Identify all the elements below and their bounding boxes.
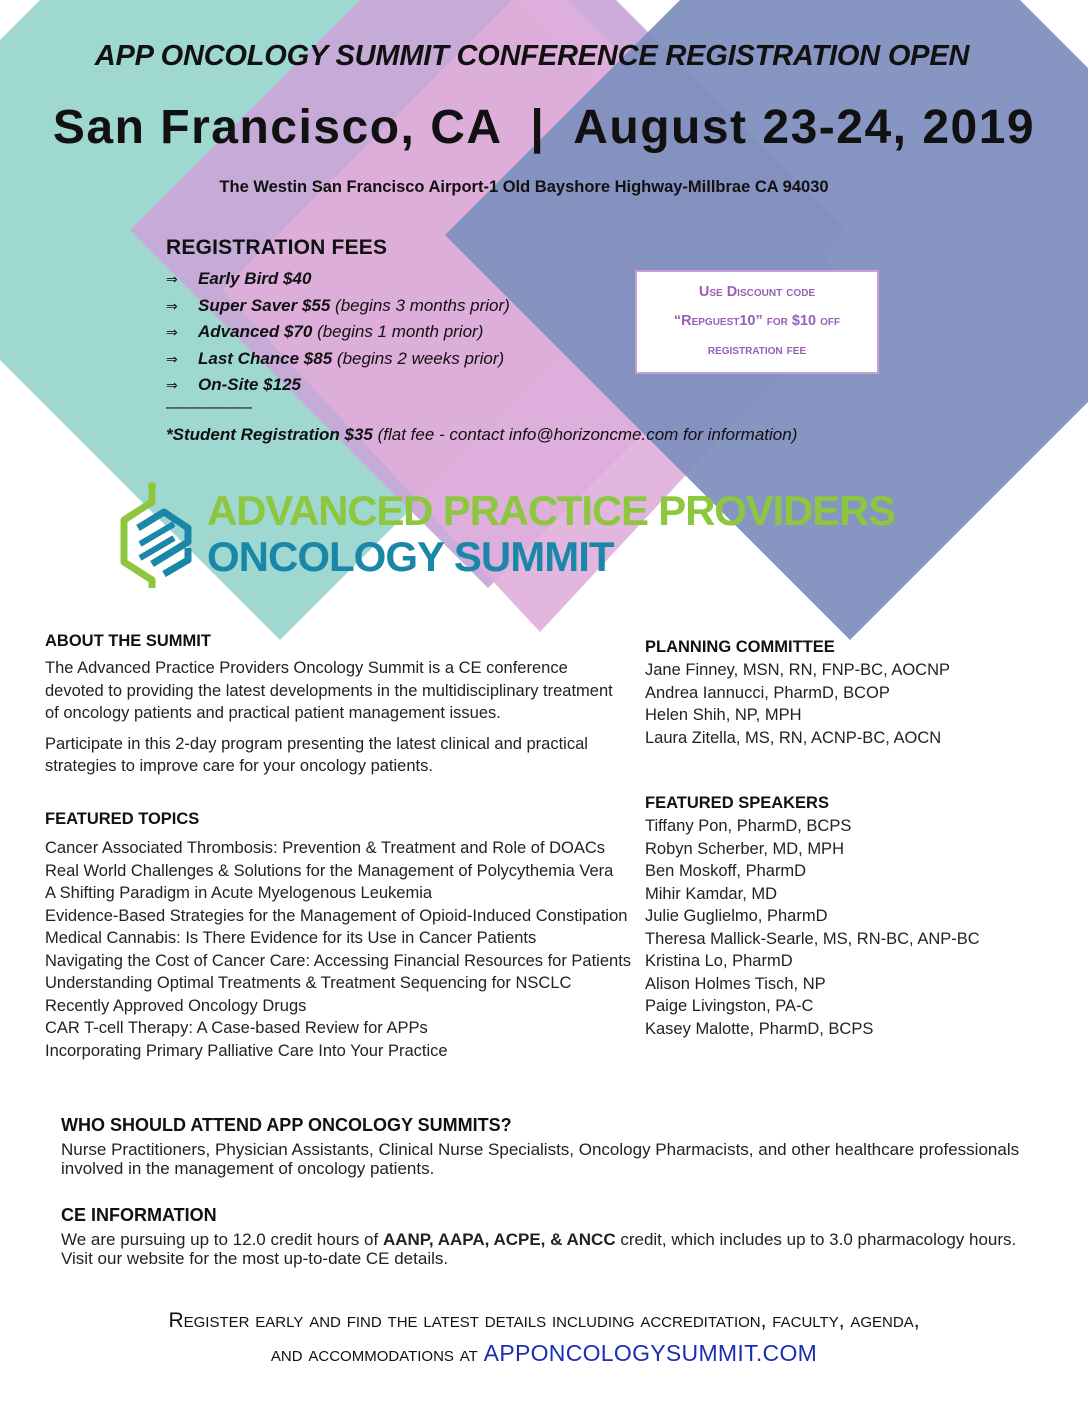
dna-helix-icon [112,482,198,592]
ce-information [61,1205,1041,1268]
topic-item: A Shifting Paradigm in Acute Myelogenous Leukemia [45,884,433,902]
planning-committee [645,638,1065,749]
topic-item: Cancer Associated Thrombosis: Prevention & Treatment and Role of DOACs [45,839,606,857]
attend-text: Nurse Practitioners, Physician Assistants, Clinical Nurse Specialists, Oncology Pharmacists, and other healthcare professionals involved in the management of oncology patients. [61,1140,1020,1178]
topic-item: Medical Cannabis: Is There Evidence for its Use in Cancer Patients [45,929,537,947]
fee-name: On-Site $125 [198,375,301,394]
arrow-icon: ⇒ [166,325,178,341]
committee-list [645,659,1065,749]
ce-credit-bodies: AANP, AAPA, ACPE, & ANCC [382,1230,616,1249]
discount-line-2: “Repguest10” for $10 off [673,313,841,329]
committee-member: Helen Shih, NP, MPH [645,706,802,724]
headline: APP ONCOLOGY SUMMIT CONFERENCE REGISTRATION OPEN [94,40,970,72]
dates: August 23-24, 2019 [573,101,1036,154]
topic-item: Evidence-Based Strategies for the Management of Opioid-Induced Constipation [45,906,628,925]
student-note: (flat fee - contact info@horizoncme.com for information) [372,424,798,444]
fee-item [166,372,866,399]
speaker-item: Julie Guglielmo, PharmD [645,907,828,925]
fees-title: REGISTRATION FEES [166,236,388,259]
website-link[interactable]: APPONCOLOGYSUMMIT.COM [483,1340,818,1366]
logo-line-2: ONCOLOGY SUMMIT [207,533,614,580]
title-separator: | [530,101,546,154]
city: San Francisco, CA [52,101,501,154]
register-callout [40,1305,1048,1371]
arrow-icon: ⇒ [166,351,178,368]
speaker-item: Alison Holmes Tisch, NP [645,974,826,993]
register-line-1: Register early and find the latest details including accreditation, faculty, agenda, [168,1309,920,1332]
ce-title: CE INFORMATION [61,1205,217,1225]
about-paragraph-2: Participate in this 2-day program presenting the latest clinical and practical strategies to improve care for your oncology patients. [45,734,588,775]
about-section [45,632,630,786]
topic-item: Recently Approved Oncology Drugs [45,996,307,1015]
location-date [0,100,1088,155]
topics-title: FEATURED TOPICS [45,810,200,828]
speaker-list [645,815,1065,1040]
speakers-title: FEATURED SPEAKERS [645,794,829,812]
topic-item: CAR T-cell Therapy: A Case-based Review for APPs [45,1019,428,1037]
about-paragraph-1: The Advanced Practice Providers Oncology Summit is a CE conference devoted to providing the latest developments in the multidisciplinary treatment of oncology patients and practical patient management issues. [45,659,613,722]
student-label: *Student Registration $35 [166,424,373,444]
fee-name: Last Chance $85 [198,348,333,368]
fee-note: (begins 1 month prior) [312,322,484,341]
committee-title: PLANNING COMMITTEE [645,638,835,656]
about-title: ABOUT THE SUMMIT [45,632,211,650]
fee-name: Super Saver $55 [198,295,331,315]
discount-line-1: Use Discount code [698,284,816,300]
committee-member: Jane Finney, MSN, RN, FNP-BC, AOCNP [645,661,951,679]
topic-item: Real World Challenges & Solutions for the Management of Polycythemia Vera [45,861,614,880]
speaker-item: Kasey Malotte, PharmD, BCPS [645,1019,874,1038]
attend-title: WHO SHOULD ATTEND APP ONCOLOGY SUMMITS? [61,1115,512,1135]
topic-item: Incorporating Primary Palliative Care Into Your Practice [45,1041,448,1060]
fee-note: (begins 3 months prior) [330,295,510,315]
featured-topics [45,810,645,1062]
speaker-item: Paige Livingston, PA-C [645,997,814,1015]
topic-item: Understanding Optimal Treatments & Treatment Sequencing for NSCLC [45,974,572,992]
fee-separator: —————— [166,398,250,416]
arrow-icon: ⇒ [166,272,178,288]
fee-note: (begins 2 weeks prior) [332,348,505,368]
topic-item: Navigating the Cost of Cancer Care: Accessing Financial Resources for Patients [45,951,632,970]
fee-name: Early Bird $40 [198,269,312,288]
speaker-item: Kristina Lo, PharmD [645,952,793,970]
committee-member: Laura Zitella, MS, RN, ACNP-BC, AOCN [645,728,942,747]
arrow-icon: ⇒ [166,298,178,315]
speaker-item: Mihir Kamdar, MD [645,884,778,903]
who-should-attend [61,1115,1041,1178]
discount-line-3: registration fee [707,342,807,358]
logo-line-1: ADVANCED PRACTICE PROVIDERS [207,487,895,534]
venue-address: The Westin San Francisco Airport-1 Old Bayshore Highway-Millbrae CA 94030 [219,178,829,196]
featured-speakers [645,794,1065,1040]
committee-member: Andrea Iannucci, PharmD, BCOP [645,683,890,702]
speaker-item: Robyn Scherber, MD, MPH [645,839,844,858]
register-line-2: and accommodations at APPONCOLOGYSUMMIT.COM [270,1340,818,1366]
fee-name: Advanced $70 [198,322,313,341]
speaker-item: Theresa Mallick-Searle, MS, RN-BC, ANP-BC [645,929,980,948]
ce-text: We are pursuing up to 12.0 credit hours of AANP, AAPA, ACPE, & ANCC credit, which includes up to 3.0 pharmacology hours. Visit our website for the most up-to-date CE details. [61,1230,1017,1268]
speaker-item: Ben Moskoff, PharmD [645,862,807,880]
arrow-icon: ⇒ [166,378,178,394]
topic-list [45,837,645,1062]
discount-code-box [635,270,879,374]
speaker-item: Tiffany Pon, PharmD, BCPS [645,817,852,835]
student-registration [166,425,866,445]
